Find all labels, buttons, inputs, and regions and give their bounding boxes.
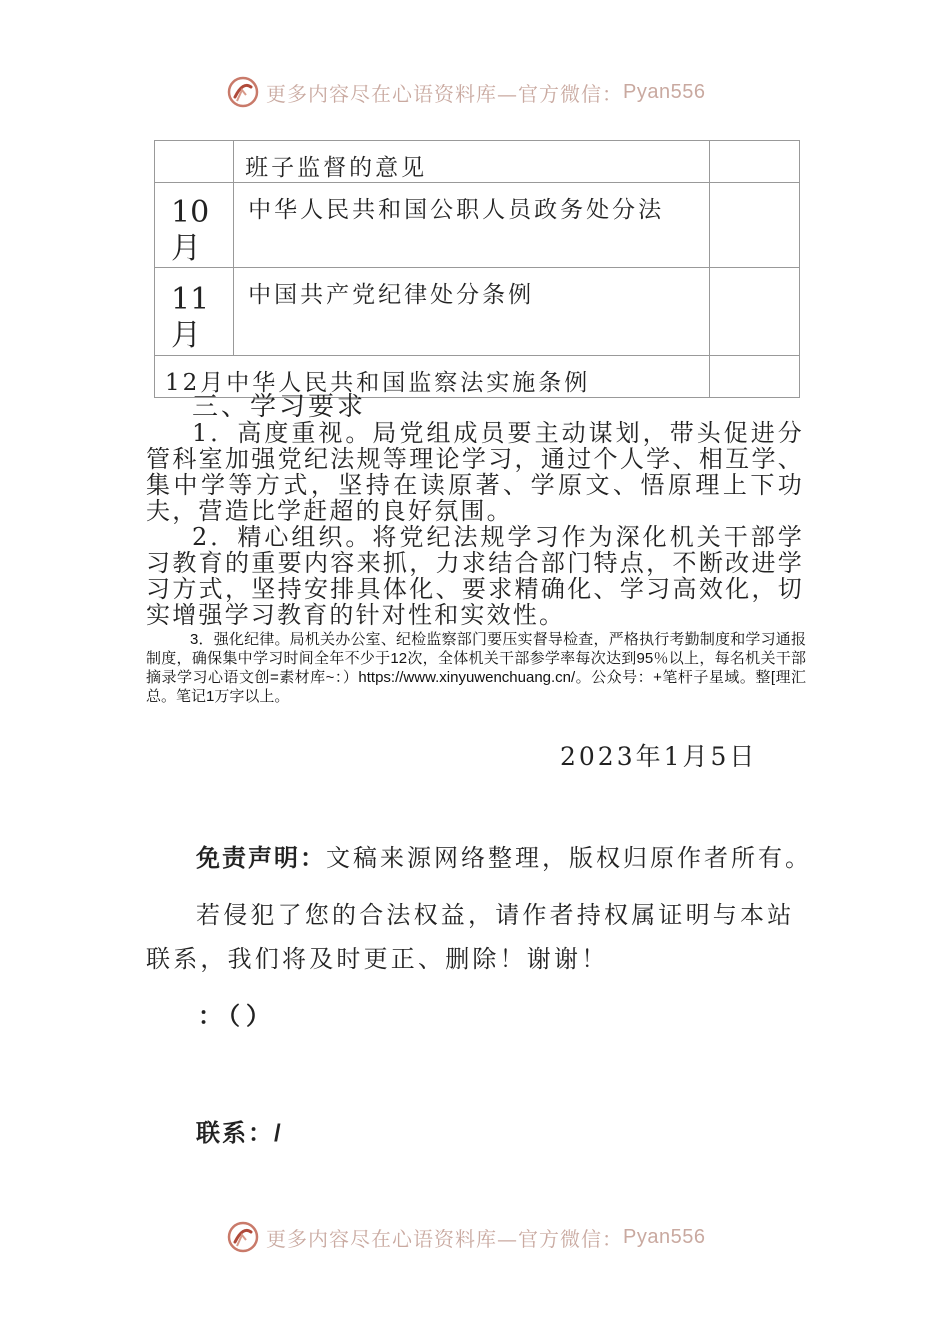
- empty-parentheses-line: ：（）: [198, 1003, 276, 1030]
- plan-content: 中华人民共和国公职人员政务处分法: [248, 197, 665, 223]
- banner-text: 更多内容尽在心语资料库—官方微信：: [266, 1226, 623, 1251]
- plan-content: 中国共产党纪律处分条例: [248, 282, 535, 308]
- document-date: 2023年1月5日: [560, 742, 758, 771]
- banner-wechat-id: Pyan556: [623, 1225, 706, 1248]
- content-cell: [234, 268, 710, 356]
- note-cell: [709, 141, 799, 183]
- brand-logo-icon: [226, 1220, 260, 1254]
- study-plan-table: [154, 140, 800, 398]
- content-cell: [234, 141, 710, 183]
- table-row: [155, 183, 800, 268]
- table-row: [155, 141, 800, 183]
- content-cell: [234, 183, 710, 268]
- paragraph-organization: 2．精心组织。将党纪法规学习作为深化机关干部学习教育的重要内容来抓，力求结合部门特点，不断改进学习方式，坚持安排具体化、要求精确化、学习高效化，切实增强学习教育的针对性和实效性。: [146, 523, 804, 629]
- month-label: [155, 268, 233, 354]
- month-cell: [155, 268, 234, 356]
- section-title: 三、学习要求: [192, 392, 367, 422]
- month-cell: [155, 183, 234, 268]
- month-number: 11: [171, 282, 210, 317]
- note-cell: [709, 356, 799, 398]
- note-cell: [709, 183, 799, 268]
- note-cell: [709, 268, 799, 356]
- plan-content: 班子监督的意见: [245, 155, 428, 181]
- infringement-notice: 若侵犯了您的合法权益，请作者持权属证明与本站联系，我们将及时更正、删除！谢谢！: [146, 901, 795, 973]
- paragraph-attention: 1．高度重视。局党组成员要主动谋划，带头促进分管科室加强党纪法规等理论学习，通过个人学、相互学、集中学等方式，坚持在读原著、学原文、悟原理上下功夫，营造比学赶超的良好氛围。: [146, 419, 804, 525]
- month-number: 10: [171, 195, 210, 230]
- month-cell: [155, 141, 234, 183]
- disclaimer-label: 免责声明：: [196, 845, 326, 872]
- table-row: [155, 268, 800, 356]
- disclaimer: [196, 838, 812, 873]
- footer-watermark-banner: [226, 1219, 726, 1255]
- banner-wechat-id: Pyan556: [623, 80, 706, 103]
- month-unit: 月: [171, 231, 201, 266]
- banner-text: 更多内容尽在心语资料库—官方微信：: [266, 81, 623, 106]
- month-label: [155, 183, 233, 267]
- month-unit: 月: [171, 318, 201, 353]
- plan-content: 12月中华人民共和国监察法实施条例: [165, 370, 591, 396]
- brand-logo-icon: [226, 75, 260, 109]
- paragraph-discipline: 3．强化纪律。局机关办公室、纪检监察部门要压实督导检查，严格执行考勤制度和学习通报制度，确保集中学习时间全年不少于12次，全体机关干部参学率每次达到95％以上，每名机关干部摘录学习心语文创=素材库~：）https://www.xinyuwenchuang.cn/。公众号：+笔杆子星域。整[理汇总。笔记1万字以上。: [146, 631, 806, 705]
- header-watermark-banner: [226, 74, 726, 110]
- contact-line: 联系：/: [196, 1120, 283, 1147]
- disclaimer-text: 文稿来源网络整理，版权归原作者所有。: [326, 844, 812, 872]
